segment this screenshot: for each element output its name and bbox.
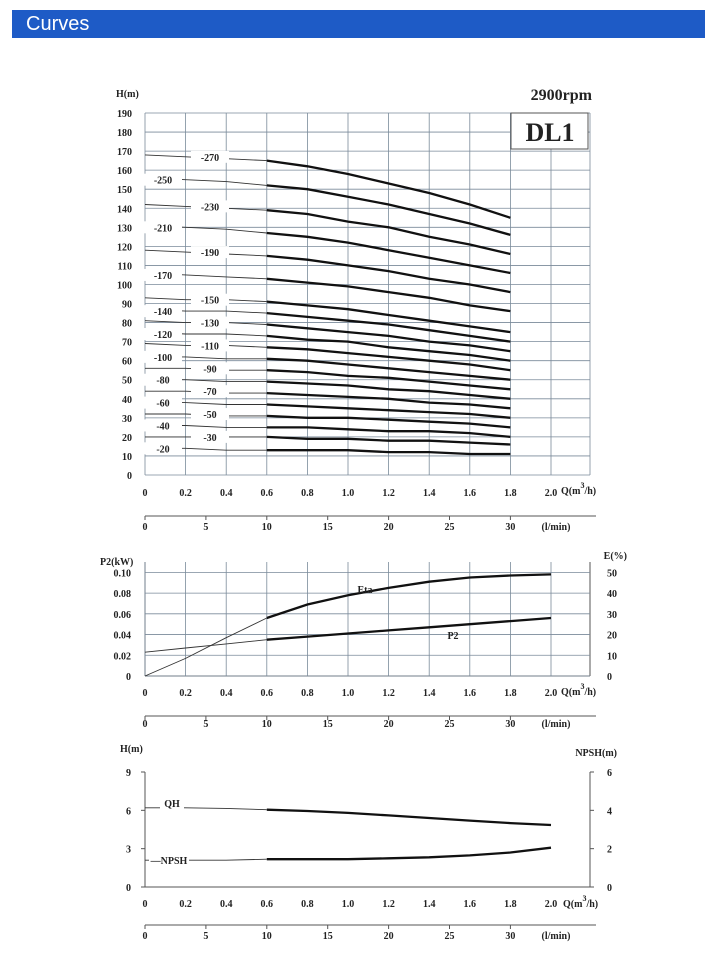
curve-label: -170 [153, 270, 173, 282]
lmin-tick-label: 5 [203, 719, 209, 730]
x-tick-label: 0.8 [301, 688, 314, 699]
x-tick-label: 0.4 [219, 899, 233, 910]
lmin-tick-label: 15 [322, 719, 333, 730]
x-tick-label: 1.4 [422, 688, 436, 699]
y2-tick-label: 0 [607, 672, 612, 683]
lmin-tick-label: 25 [444, 719, 455, 730]
page-title: Curves [26, 13, 90, 35]
curve-label: -190 [200, 248, 220, 260]
x-tick-label: 2.0 [544, 688, 558, 699]
y-tick-label: 120 [117, 242, 132, 254]
y-tick-label: 90 [122, 299, 132, 311]
lmin-tick-label: 30 [505, 719, 516, 730]
y-tick-label: 40 [122, 394, 132, 406]
lmin-tick-label: 20 [383, 522, 394, 533]
curve-label: -50 [203, 410, 217, 422]
eta-curve-dashed [145, 618, 267, 676]
x-axis-label: $Q(m^3/h)$ [561, 481, 597, 497]
y-tick-label: 0.06 [113, 609, 131, 621]
curve-label: -130 [200, 318, 220, 330]
x-tick-label: 1.0 [341, 899, 355, 910]
chart-title: DL1 [525, 118, 575, 147]
curve-label: -100 [153, 352, 173, 364]
y2-tick-label: 4 [607, 806, 612, 818]
y2-tick-label: 2 [607, 844, 612, 856]
lmin-tick-label: 30 [505, 931, 516, 942]
p2-curve [267, 618, 551, 640]
x-tick-label: 1.8 [504, 899, 517, 910]
y-tick-label: 0.08 [113, 589, 131, 601]
y-axis-label: H(m) [120, 744, 143, 755]
curve-label: -90 [203, 364, 217, 376]
y-tick-label: 20 [122, 432, 132, 444]
y-tick-label: 160 [117, 166, 132, 178]
curve-label: -60 [156, 398, 170, 410]
x-tick-label: 0.2 [179, 899, 192, 910]
npsh-curve [267, 848, 551, 860]
y-axis-label: H(m) [116, 89, 139, 100]
x-tick-label: 0 [142, 899, 148, 910]
x-tick-label: 1.4 [422, 488, 436, 499]
x-tick-label: 0.4 [219, 688, 233, 699]
lmin-tick-label: 25 [444, 931, 455, 942]
curve-label: -20 [156, 444, 170, 456]
x-tick-label: 1.2 [382, 899, 395, 910]
lmin-tick-label: 20 [383, 931, 394, 942]
lmin-tick-label: 5 [203, 522, 209, 533]
curve-label: -40 [156, 421, 170, 433]
x-tick-label: 1.6 [463, 688, 477, 699]
p2-curve-dashed [145, 640, 267, 653]
x-tick-label: 1.6 [463, 488, 477, 499]
y-tick-label: 70 [122, 337, 132, 349]
x-axis-label: $Q(m^3/h)$ [561, 682, 597, 698]
x-tick-label: 2.0 [544, 899, 558, 910]
y-tick-label: 0.10 [113, 568, 131, 580]
curve-label: -150 [200, 295, 220, 307]
x-tick-label: 0.2 [179, 488, 192, 499]
x-tick-label: 0 [142, 688, 148, 699]
x-tick-label: 0.4 [219, 488, 233, 499]
x-tick-label: 1.8 [504, 488, 517, 499]
x-tick-label: 1.0 [341, 488, 355, 499]
y2-tick-label: 40 [607, 589, 617, 601]
eta-curve [267, 574, 551, 618]
eta-series-label: Eta [357, 585, 373, 596]
curve-label: -210 [153, 223, 173, 235]
y-tick-label: 110 [117, 261, 132, 273]
y-tick-label: 9 [126, 768, 131, 779]
y-tick-label: 150 [117, 185, 132, 197]
y-tick-label: 140 [117, 204, 132, 216]
lmin-axis-label: (l/min) [541, 931, 571, 942]
x-tick-label: 1.4 [422, 899, 436, 910]
curve-label: -30 [203, 432, 217, 444]
y-tick-label: 60 [122, 356, 132, 368]
curve-label: -270 [200, 152, 220, 164]
y-tick-label: 6 [126, 806, 131, 818]
y-tick-label: 100 [117, 280, 132, 292]
lmin-tick-label: 30 [505, 522, 516, 533]
x-tick-label: 0.2 [179, 688, 192, 699]
curve-label: -110 [201, 341, 219, 353]
y-tick-label: 0.02 [113, 651, 131, 663]
y2-tick-label: 50 [607, 568, 617, 580]
y-axis-label: P2(kW) [100, 557, 134, 568]
lmin-tick-label: 15 [322, 522, 333, 533]
y2-axis-label: E(%) [603, 551, 627, 562]
x-axis-label: $Q(m^3/h)$ [563, 894, 599, 910]
x-tick-label: 0.6 [260, 899, 274, 910]
y2-tick-label: 10 [607, 651, 617, 663]
y-tick-label: 50 [122, 375, 132, 387]
y-tick-label: 0 [127, 471, 132, 482]
lmin-tick-label: 25 [444, 522, 455, 533]
curve-label: -70 [203, 387, 217, 399]
y2-tick-label: 30 [607, 609, 617, 621]
y-tick-label: 80 [122, 318, 132, 330]
qh-series-label: QH [164, 799, 180, 810]
y2-tick-label: 6 [607, 768, 612, 779]
y2-tick-label: 20 [607, 630, 617, 642]
lmin-tick-label: 15 [322, 931, 333, 942]
x-tick-label: 0.6 [260, 688, 274, 699]
chart-subtitle: 2900rpm [530, 87, 592, 104]
y-tick-label: 3 [126, 844, 131, 856]
y-tick-label: 10 [122, 451, 132, 463]
npsh-series-label: —NPSH [150, 856, 188, 867]
y-tick-label: 30 [122, 413, 132, 425]
y-tick-label: 0.04 [113, 630, 131, 642]
x-tick-label: 0.8 [301, 488, 314, 499]
qh-curve [267, 810, 551, 825]
curve-label: -230 [200, 202, 220, 214]
y2-axis-label: NPSH(m) [575, 748, 617, 759]
y-tick-label: 130 [117, 223, 132, 235]
curve-label: -250 [153, 175, 173, 187]
lmin-axis-label: (l/min) [541, 522, 571, 533]
y2-tick-label: 0 [607, 883, 612, 894]
lmin-tick-label: 5 [203, 931, 209, 942]
x-tick-label: 1.0 [341, 688, 355, 699]
lmin-tick-label: 0 [142, 931, 148, 942]
x-tick-label: 1.2 [382, 488, 395, 499]
x-tick-label: 2.0 [544, 488, 558, 499]
x-tick-label: 0.8 [301, 899, 314, 910]
lmin-tick-label: 10 [261, 931, 272, 942]
lmin-tick-label: 0 [142, 719, 148, 730]
curve-label: -80 [156, 375, 170, 387]
lmin-tick-label: 0 [142, 522, 148, 533]
y-tick-label: 170 [117, 147, 132, 159]
curve-label: -140 [153, 307, 173, 319]
y-tick-label: 180 [117, 128, 132, 140]
y-tick-label: 0 [126, 672, 131, 683]
lmin-tick-label: 20 [383, 719, 394, 730]
lmin-axis-label: (l/min) [541, 719, 571, 730]
curve-label: -120 [153, 330, 173, 342]
x-tick-label: 0.6 [260, 488, 274, 499]
lmin-tick-label: 10 [261, 719, 272, 730]
x-tick-label: 1.8 [504, 688, 517, 699]
x-tick-label: 1.2 [382, 688, 395, 699]
x-tick-label: 1.6 [463, 899, 477, 910]
p2-series-label: P2 [447, 631, 459, 642]
lmin-tick-label: 10 [261, 522, 272, 533]
y-tick-label: 0 [126, 883, 131, 894]
y-tick-label: 190 [117, 109, 132, 120]
x-tick-label: 0 [142, 488, 148, 499]
